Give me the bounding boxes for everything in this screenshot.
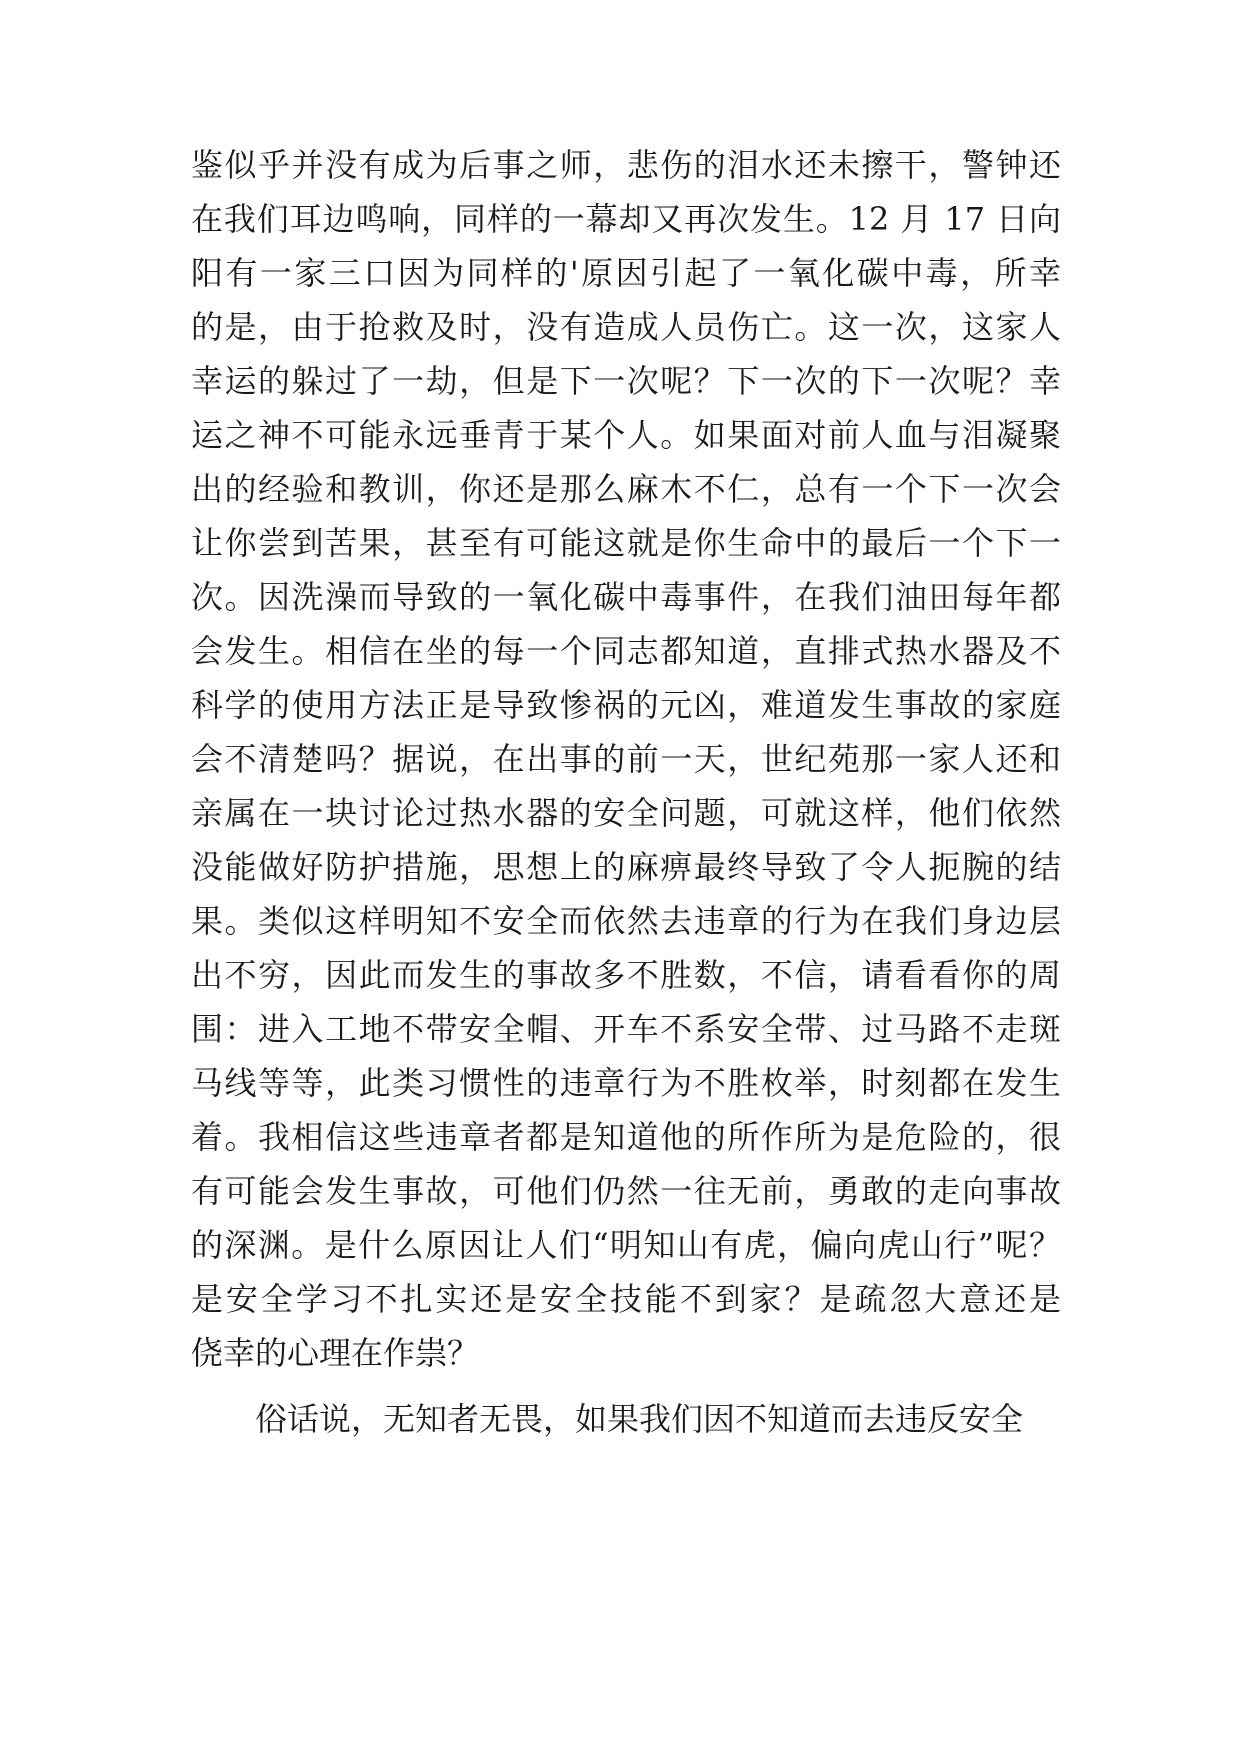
text-line: 在我们耳边鸣响，同样的一幕却又再次发生。12 月 17 日向 xyxy=(191,200,1061,238)
text-line: 着。我相信这些违章者都是知道他的所作所为是危险的，很 xyxy=(191,1118,1061,1156)
text-line: 侥幸的心理在作祟？ xyxy=(191,1334,480,1372)
text-line: 亲属在一块讨论过热水器的安全问题，可就这样，他们依然 xyxy=(191,794,1061,832)
text-line: 会发生。相信在坐的每一个同志都知道，直排式热水器及不 xyxy=(191,632,1061,670)
text-line: 果。类似这样明知不安全而依然去违章的行为在我们身边层 xyxy=(191,902,1061,940)
text-line: 鉴似乎并没有成为后事之师，悲伤的泪水还未擦干，警钟还 xyxy=(191,146,1061,184)
text-line: 有可能会发生事故，可他们仍然一往无前，勇敢的走向事故 xyxy=(191,1172,1061,1210)
text-line: 会不清楚吗？据说，在出事的前一天，世纪苑那一家人还和 xyxy=(191,740,1061,778)
text-line: 次。因洗澡而导致的一氧化碳中毒事件，在我们油田每年都 xyxy=(191,578,1061,616)
text-line: 的深渊。是什么原因让人们“明知山有虎，偏向虎山行”呢？ xyxy=(191,1226,1061,1264)
paragraph-start-line: 俗话说，无知者无畏，如果我们因不知道而去违反安全 xyxy=(255,1400,1024,1438)
text-line: 的是，由于抢救及时，没有造成人员伤亡。这一次，这家人 xyxy=(191,308,1061,346)
text-line: 出不穷，因此而发生的事故多不胜数，不信，请看看你的周 xyxy=(191,956,1061,994)
text-line: 让你尝到苦果，甚至有可能这就是你生命中的最后一个下一 xyxy=(191,524,1061,562)
text-line: 幸运的躲过了一劫，但是下一次呢？下一次的下一次呢？幸 xyxy=(191,362,1061,400)
text-line: 阳有一家三口因为同样的'原因引起了一氧化碳中毒，所幸 xyxy=(191,254,1061,292)
text-line: 没能做好防护措施，思想上的麻痹最终导致了令人扼腕的结 xyxy=(191,848,1061,886)
text-line: 出的经验和教训，你还是那么麻木不仁，总有一个下一次会 xyxy=(191,470,1061,508)
text-line: 围：进入工地不带安全帽、开车不系安全带、过马路不走斑 xyxy=(191,1010,1061,1048)
text-line: 运之神不可能永远垂青于某个人。如果面对前人血与泪凝聚 xyxy=(191,416,1061,454)
text-line: 马线等等，此类习惯性的违章行为不胜枚举，时刻都在发生 xyxy=(191,1064,1061,1102)
text-line: 是安全学习不扎实还是安全技能不到家？是疏忽大意还是 xyxy=(191,1280,1061,1318)
text-line: 科学的使用方法正是导致惨祸的元凶，难道发生事故的家庭 xyxy=(191,686,1061,724)
